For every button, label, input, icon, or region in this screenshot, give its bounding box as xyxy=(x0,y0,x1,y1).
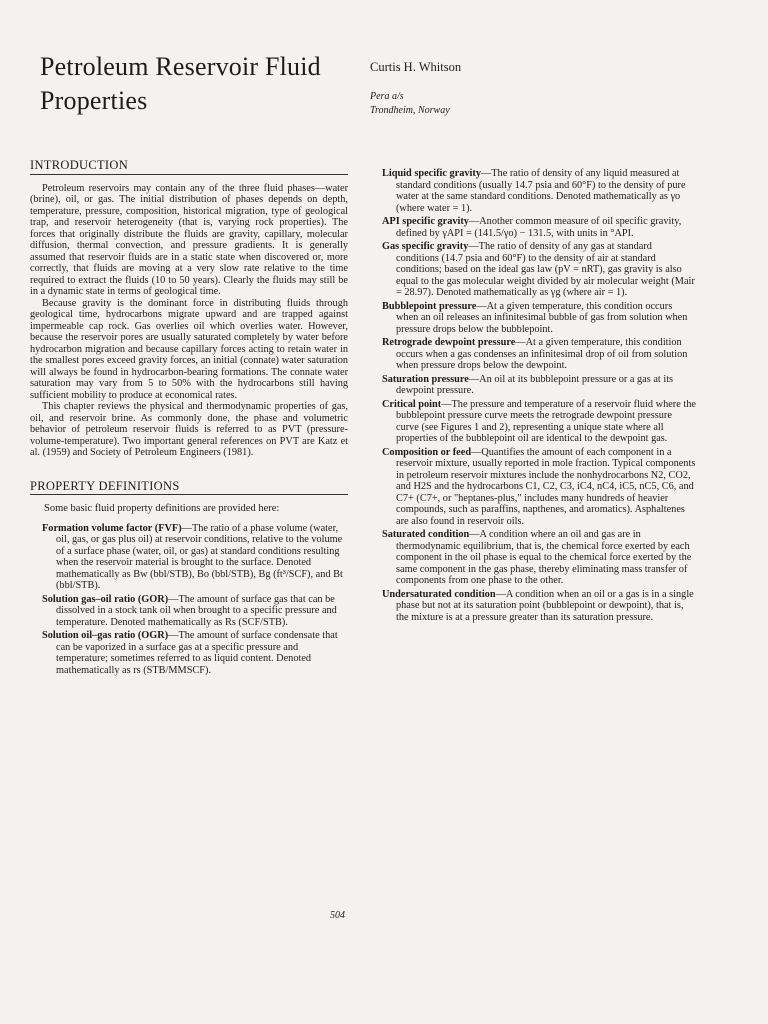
definition-term: Critical point xyxy=(382,398,442,410)
intro-paragraph: This chapter reviews the physical and thermodynamic properties of gas, oil, and reservoir brine. As commonly done, the phase and volumetric behavior of petroleum reservoir fluids is referred to as PVT (pressure-volume-temperature). Two important general references on PVT are Katz et al. (1959) and Society of Petroleum Engineers (1981). xyxy=(30,401,348,458)
definition-item xyxy=(372,447,697,528)
definition-text: —At a given temperature, this condition occurs when an oil releases an infinitesimal bubble of gas from solution when pressure drops below the bubblepoint. xyxy=(396,300,688,335)
definition-text: —At a given temperature, this condition occurs when a gas condenses an infinitesimal drop of oil from solution when pressure drops below the dewpoint. xyxy=(396,337,688,371)
definitions-lead: Some basic fluid property definitions are provided here: xyxy=(44,503,280,514)
definition-text: —The amount of surface gas that can be dissolved in a stock tank oil when brought to a specific pressure and temperature. Denoted mathematically as Rs (SCF/STB). xyxy=(56,593,337,628)
left-column xyxy=(30,160,348,678)
definition-term: Undersaturated condition xyxy=(382,588,496,600)
affiliation-line: Trondheim, Norway xyxy=(370,105,450,116)
definition-term: Bubblepoint pressure xyxy=(382,300,477,312)
definition-text: —Quantifies the amount of each component in a reservoir mixture, usually reported in mole fraction. Typical components in petroleum reservoir mixtures include the nonhydrocarbons N2, CO2, and H2S and the hydrocarbons C1, C2, C3, iC4, nC4, iC5, nC5, C6, and C7+ (C7+, or "heptanes-plus," includes many hundreds of heavier compounds, such as paraffins, napthenes, and aromatics). Asphaltenes are also found in reservoir oils. xyxy=(396,446,696,527)
article-title: Petroleum Reservoir Fluid Properties xyxy=(40,52,321,115)
right-column xyxy=(372,168,697,625)
definition-item xyxy=(372,216,697,239)
definition-term: Liquid specific gravity xyxy=(382,168,481,179)
affiliation-line: Pera a/s xyxy=(370,91,404,102)
definition-item xyxy=(372,589,697,624)
definition-term: Gas specific gravity xyxy=(382,241,469,252)
author-affiliation xyxy=(370,90,450,118)
intro-paragraph: Because gravity is the dominant force in distributing fluids through geological time, hydrocarbons migrate upward and are trapped against impermeable cap rock. Gas overlies oil which overlies water. However, because the reservoir pores are usually saturated completely by water before hydrocarbon migration and because capillary forces acting to retain water in the smallest pores exceed gravity forces, an initial (connate) water saturation will always be found in hydrocarbon-bearing formations. The connate water saturation may vary from 5 to 50% with the hydrocarbons still having sufficient mobility to produce at economical rates. xyxy=(30,297,348,401)
page-number: 504 xyxy=(330,910,345,921)
definition-text: —The ratio of density of any gas at standard conditions (14.7 psia and 60°F) to the density of air at standard conditions; based on the ideal gas law (pV = nRT), gas gravity is also equal to the gas molecular weight divided by air molecular weight (Mair = 28.97). Denoted mathematically as γg (where air = 1). xyxy=(396,241,695,298)
definition-term: Composition or feed xyxy=(382,446,472,458)
definition-text: —The amount of surface condensate that can be vaporized in a surface gas at a specific pressure and temperature; sometimes referred to as liquid content. Denoted mathematically as rs (STB/MMSCF). xyxy=(56,630,338,676)
section-heading-introduction: INTRODUCTION xyxy=(30,160,348,175)
definition-text: —The ratio of density of any liquid measured at standard conditions (usually 14.7 psia and 60°F) to the density of pure water at the same standard conditions. Denoted mathematically as γo (where water = 1). xyxy=(396,168,686,214)
definition-text: —Another common measure of oil specific gravity, defined by γAPI = (141.5/γo) − 131.5, with units in °API. xyxy=(396,216,682,239)
definition-term: Saturation pressure xyxy=(382,373,469,385)
section-heading-property-definitions: PROPERTY DEFINITIONS xyxy=(30,481,348,496)
intro-paragraph: Petroleum reservoirs may contain any of the three fluid phases—water (brine), oil, or gas. The initial distribution of phases depends on depth, temperature, pressure, composition, historical migration, type of geological trap, and reservoir heterogeneity (that is, varying rock properties). The forces that originally distribute the fluids are gravity, capillary, molecular diffusion, thermal convection, and pressure gradients. It is generally assumed that reservoir fluids are in a static state when discovered or, more correctly, that fluids are moving at a very slow rate relative to the time required to extract the fluids (10 to 50 years). Clearly the fluids may still be in a dynamic state in terms of geological time. xyxy=(30,182,348,297)
definition-text: —An oil at its bubblepoint pressure or a gas at its dewpoint pressure. xyxy=(396,373,674,396)
definition-term: Solution gas–oil ratio (GOR) xyxy=(42,593,169,605)
definition-list-right xyxy=(372,168,697,623)
definition-term: Formation volume factor (FVF) xyxy=(42,522,182,534)
definition-item xyxy=(372,241,697,299)
author-name: Curtis H. Whitson xyxy=(370,60,462,74)
definition-item xyxy=(30,523,348,592)
definition-text: —The pressure and temperature of a reservoir fluid where the bubblepoint pressure curve meets the retrograde dewpoint pressure curve (see Figures 1 and 2), representing a unique state where all properties of the bubblepoint oil are identical to the dewpoint gas. xyxy=(396,398,696,444)
definition-item xyxy=(372,337,697,372)
definition-term: Solution oil–gas ratio (OGR) xyxy=(42,630,169,641)
definition-item xyxy=(372,301,697,336)
definition-term: Saturated condition xyxy=(382,529,470,540)
definition-item xyxy=(372,168,697,214)
definition-term: API specific gravity xyxy=(382,216,469,227)
definition-text: —A condition when an oil or a gas is in a single phase but not at its saturation point (bubblepoint or dewpoint), that is, the mixture is at a pressure greater than its saturation pressure. xyxy=(396,588,694,623)
definition-item xyxy=(372,529,697,587)
definition-list-left xyxy=(30,523,348,677)
definition-item xyxy=(372,374,697,397)
definition-text: —A condition where an oil and gas are in thermodynamic equilibrium, that is, the chemical force exerted by each component in the oil phase is equal to the chemical force exerted by the same component in the gas phase, thereby eliminating mass transfer of components from one phase to the other. xyxy=(396,529,692,586)
definition-text: —The ratio of a phase volume (water, oil, gas, or gas plus oil) at reservoir conditions, relative to the volume of a surface phase (water, oil, or gas) at standard conditions resulting when the reservoir material is brought to the surface. Denoted mathematically as Bw (bbl/STB), Bo (bbl/STB), Bg (ft³/SCF), and Bt (bbl/STB). xyxy=(56,522,343,591)
definition-item xyxy=(30,630,348,676)
definition-item xyxy=(30,594,348,629)
definition-term: Retrograde dewpoint pressure xyxy=(382,337,516,348)
definition-item xyxy=(372,399,697,445)
